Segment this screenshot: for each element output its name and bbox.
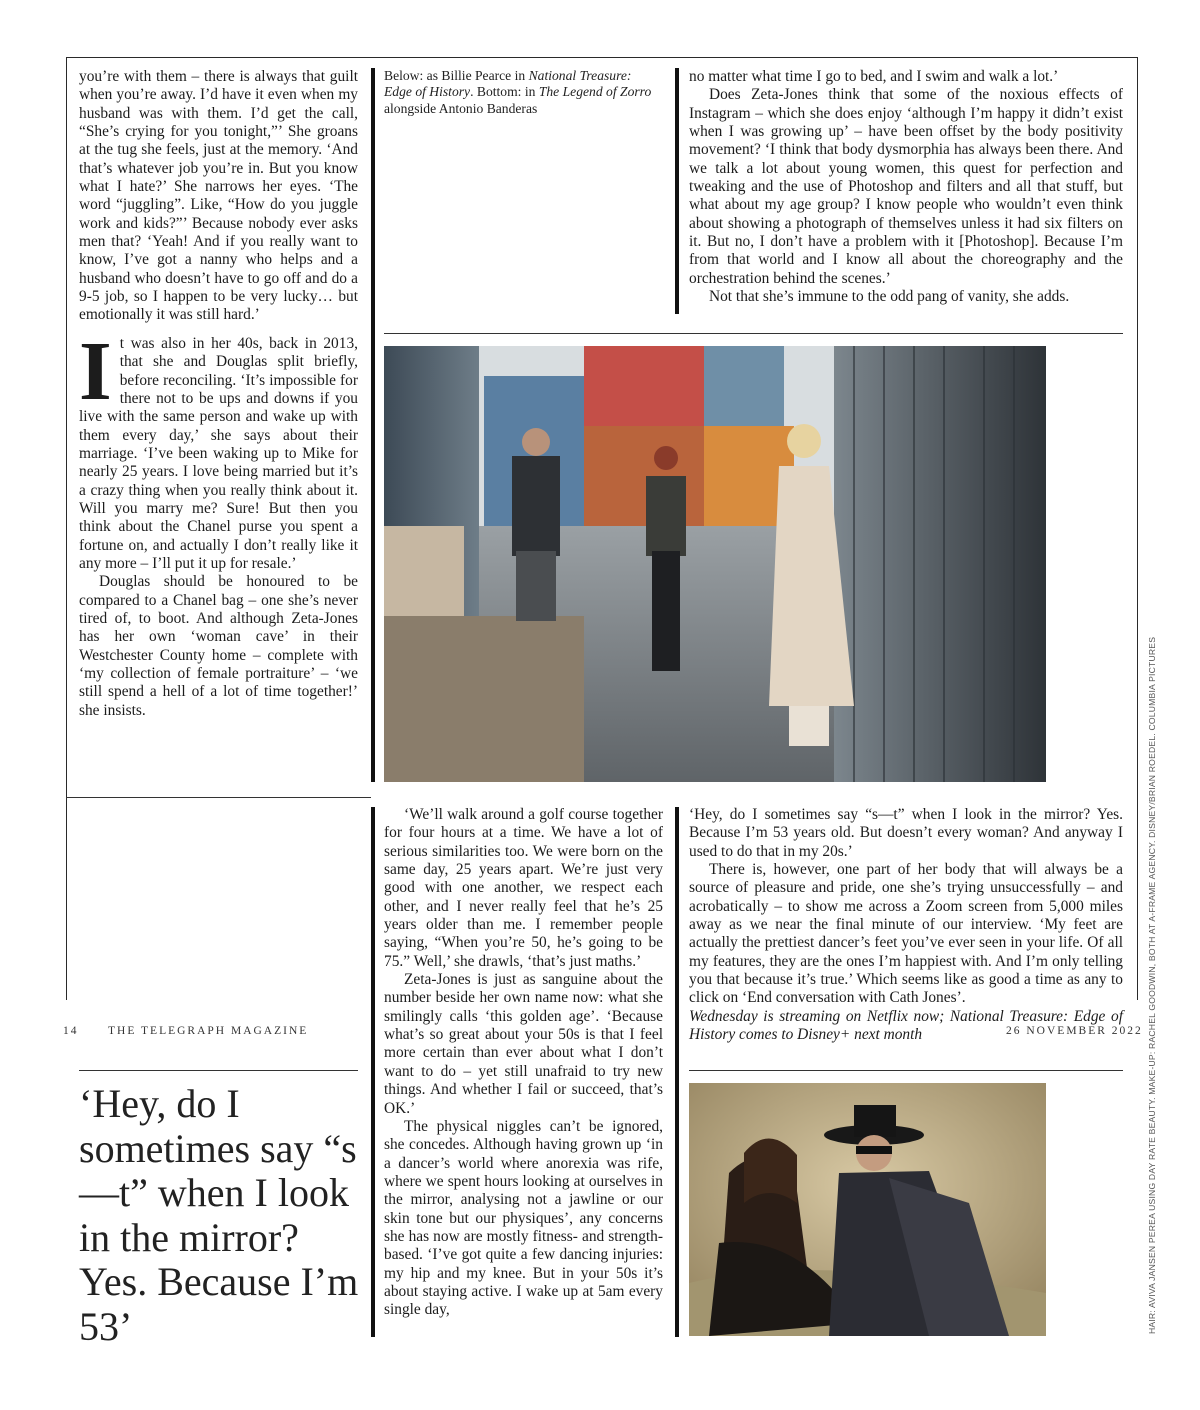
section-divider (79, 1070, 358, 1071)
paragraph: There is, however, one part of her body that will always be a source of pleasure and pride, one she’s trying unsuccessfully – and acrobatically – to show me across a Zoom screen from 5,000 miles away as we near the final minute of our interview. ‘My feet are actually the prettiest dancer’s feet you’ve ever seen in your life. Of all my features, they are the ones I’m happiest with. And I’m only telling you that because it’s true.’ Which seems like as good a time as any to click on ‘End conversation with Cath Jones’. (689, 861, 1123, 1007)
paragraph-dropcap: It was also in her 40s, back in 2013, that she and Douglas split briefly, before reconciling. ‘It’s impossible for there not to be ups and downs if you live with the same person and wake up with them every day,’ she says about their marriage. ‘I’ve been waking up to Mike for nearly 25 years. I love being married but it’s a crazy thing when you really think about it. Will you marry me? Sure! But then you think about the Chanel purse you spent a fortune on, and actually I don’t really like it any more – I’ll put it up for resale.’ (79, 324, 358, 572)
section-divider (384, 333, 1123, 334)
paragraph: Does Zeta-Jones think that some of the noxious effects of Instagram – which she does enjoy ‘although I’m happy it didn’t exist when I was growing up’ – have been offset by the body positivity movement? ‘I think that body dysmorphia has always been there. And we talk a lot about young women, this quest for perfection and tweaking and the use of Photoshop and filters and all that stuff, but what about my age group? I know people who wouldn’t even think about showing a photograph of themselves unless it had six filters on it. But no, I don’t have a problem with it [Photoshop]. Because I’m from that world and I know all about the choreography and the orchestration behind the scenes.’ (689, 86, 1123, 287)
paragraph: you’re with them – there is always that guilt when you’re away. I’d have it even when my husband was with them. I’d get the call, “She’s crying for you tonight,”’ She groans at the tug she feels, just at the memory. ‘And that’s whatever job you’re in. But you know what I hate?’ She narrows her eyes. ‘The word “juggling”. Like, “How do you juggle work and kids?”’ Because nobody ever asks men that? ‘Yeah! And if you really want to know, I’ve got a nanny who helps and a husband who doesn’t have to go off and do a 9-5 job, so I happen to be very lucky… but emotionally it was still hard.’ (79, 68, 358, 324)
photo-caption: Below: as Billie Pearce in National Treasure: Edge of History. Bottom: in The Legend of Zorro alongside Antonio Banderas (384, 68, 652, 116)
section-divider (66, 797, 371, 798)
column-rule (675, 68, 679, 314)
paragraph: Zeta-Jones is just as sanguine about the number beside her own name now: what she smilingly calls ‘this golden age’. ‘Because what’s so great about your 50s is that I feel more certain than ever about what I don’t want to do – yet still unafraid to try new things. And whether I fail or succeed, that’s OK.’ (384, 971, 663, 1117)
paragraph: The physical niggles can’t be ignored, she concedes. Although having grown up ‘in a dancer’s world where anorexia was rife, where we spent hours looking at ourselves in the mirror, analysing not a jawline or our skin tone but our physiques’, any concerns she has now are mostly fitness- and strength-based. ‘I’ve got quite a few dancing injuries: my hip and my knee. But in your 50s it’s about staying active. I wake up at 5am every single day, (384, 1117, 663, 1319)
column-rule (371, 807, 375, 1337)
magazine-name: THE TELEGRAPH MAGAZINE (108, 1025, 309, 1037)
paragraph: no matter what time I go to bed, and I swim and walk a lot.’ (689, 68, 1059, 85)
paragraph: ‘We’ll walk around a golf course together for four hours at a time. We have a lot of serious similarities too. We were born on the same day, 25 years apart. We’re just very good with one another, we respect each other, and I never really feel that he’s 25 years older than me. I remember people saying, “When you’re 50, he’s going to be 75.” Well,’ she drawls, ‘that’s just maths.’ (384, 806, 663, 970)
closing-note: Wednesday is streaming on Netflix now; National Treasure: Edge of History comes to Disney+ next month (689, 1007, 1123, 1044)
photo-national-treasure (384, 346, 1046, 782)
article-column-middle-bottom (384, 806, 663, 1320)
issue-date: 26 NOVEMBER 2022 (1006, 1025, 1143, 1037)
paragraph: Not that she’s immune to the odd pang of vanity, she adds. (709, 288, 1070, 306)
article-column-right-top (689, 68, 1123, 306)
drop-cap: I (79, 324, 112, 418)
page-number: 14 (63, 1025, 79, 1037)
photo-legend-of-zorro (689, 1083, 1046, 1336)
column-rule (675, 807, 679, 1337)
section-divider (689, 1070, 1123, 1071)
paragraph: Douglas should be honoured to be compared to a Chanel bag – one she’s never tired of, to boot. And although Zeta-Jones has her own ‘woman cave’ in their Westchester County home – complete with ‘my collection of female portraiture’ – ‘we still spend a hell of a lot of time together!’ she insists. (79, 573, 358, 719)
article-column-left-top (79, 68, 358, 720)
photo-credit: HAIR: AVIVA JANSEN PEREA USING DAY RATE BEAUTY. MAKE-UP: RACHEL GOODWIN, BOTH AT A-FRAME AGENCY. DISNEY/BRIAN ROEDEL. COLUMBIA PICTURES (1147, 636, 1157, 1334)
paragraph: ‘Hey, do I sometimes say “s—t” when I look in the mirror? Yes. Because I’m 53 years old. But doesn’t every woman? And anyway I used to do that in my 20s.’ (689, 806, 1123, 860)
article-column-right-bottom (689, 806, 1123, 1044)
column-rule (371, 68, 375, 782)
pull-quote: ‘Hey, do I sometimes say “s—t” when I look in the mirror? Yes. Because I’m 53’ (79, 1081, 359, 1349)
